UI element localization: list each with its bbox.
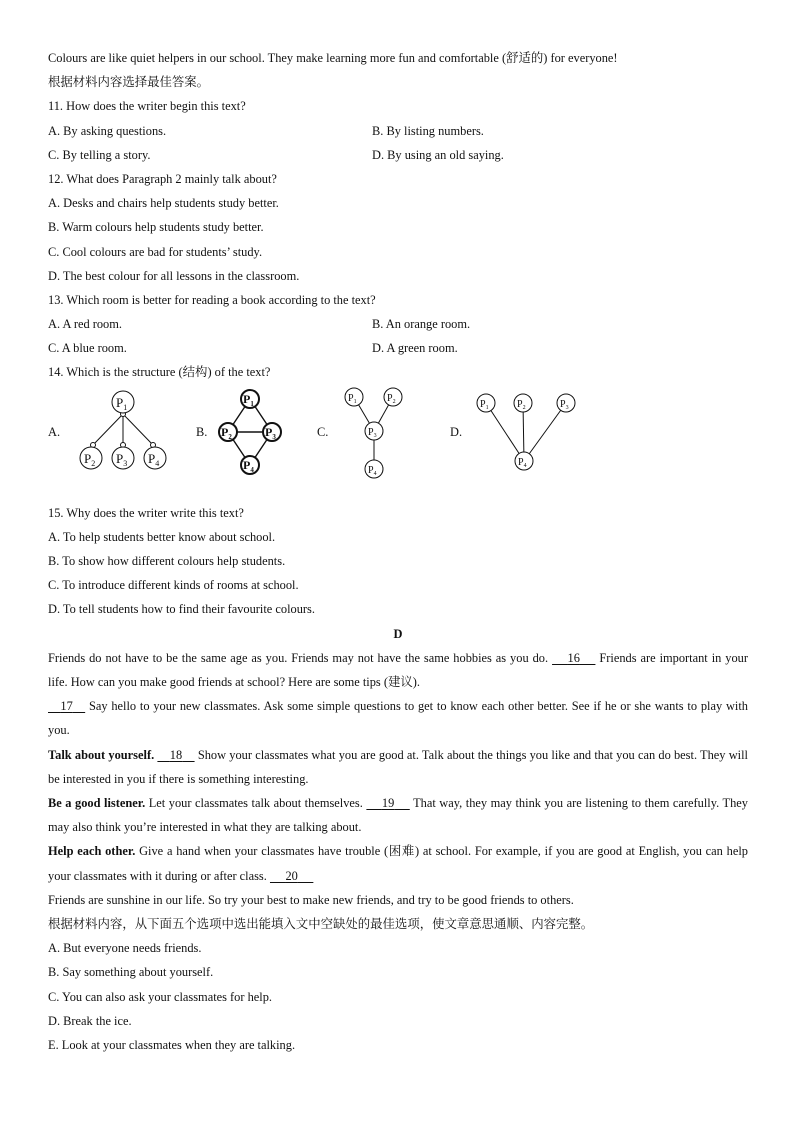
node-label: $P_1$ xyxy=(480,398,489,411)
diagram-a xyxy=(78,387,178,477)
option-d-d[interactable]: D. Break the ice. xyxy=(48,1013,132,1028)
paragraph-text: Let your classmates talk about themselves. xyxy=(148,795,363,810)
paragraph-text: Show your classmates what you are good at. Talk about the things you like and that you can do best. They will be interested in you if there is something interesting. xyxy=(48,747,748,786)
blank-19[interactable]: 19 xyxy=(381,795,395,810)
node-label: $P_2$ xyxy=(387,392,396,405)
node-label: $P_2$ xyxy=(221,424,232,441)
question-15: 15. Why does the writer write this text? xyxy=(48,505,244,520)
paragraph-2 xyxy=(48,694,748,742)
options-row xyxy=(48,312,748,336)
section-d-title: D xyxy=(393,626,403,641)
paragraph-text: Give a hand when your classmates have trouble (困难) at school. For example, if you are good at English, you can help your classmates with it during or after class. xyxy=(48,844,748,883)
node-label: $P_3$ xyxy=(560,398,569,411)
question-12: 12. What does Paragraph 2 mainly talk about? xyxy=(48,171,277,186)
option-12b[interactable]: B. Warm colours help students study better. xyxy=(48,220,264,235)
intro-line: Colours are like quiet helpers in our school. They make learning more fun and comfortable (舒适的) for everyone! xyxy=(48,51,618,65)
node-label: $P_1$ xyxy=(348,392,357,405)
option-13d[interactable]: D. A green room. xyxy=(372,341,458,356)
blank-17[interactable]: 17 xyxy=(60,699,73,714)
paragraph-5 xyxy=(48,839,748,887)
option-15a[interactable]: A. To help students better know about school. xyxy=(48,529,276,544)
paragraph-1 xyxy=(48,646,748,694)
node-label: $P_3$ xyxy=(368,426,377,439)
paragraph-text: Friends are important in your life. How can you make good friends at school? Here are some tips (建议). xyxy=(48,650,748,689)
node-label: $P_4$ xyxy=(518,456,527,469)
option-12c[interactable]: C. Cool colours are bad for students’ study. xyxy=(48,244,263,259)
option-15c[interactable]: C. To introduce different kinds of rooms at school. xyxy=(48,578,299,593)
tip-heading: Talk about yourself. xyxy=(48,747,155,762)
question-14: 14. Which is the structure (结构) of the text? xyxy=(48,365,271,380)
node-label: $P_1$ xyxy=(116,394,128,412)
option-14c[interactable]: C. xyxy=(317,424,329,439)
options-row xyxy=(48,143,748,167)
paragraph-6: Friends are sunshine in our life. So try your best to make new friends, and try to be good friends to others. xyxy=(48,892,574,907)
node-label: $P_3$ xyxy=(265,424,276,441)
node-label: $P_2$ xyxy=(517,398,526,411)
paragraph-3 xyxy=(48,743,748,791)
option-13a[interactable]: A. A red room. xyxy=(48,317,122,332)
option-d-e[interactable]: E. Look at your classmates when they are talking. xyxy=(48,1037,296,1052)
structure-diagrams xyxy=(48,387,748,497)
option-11d[interactable]: D. By using an old saying. xyxy=(372,147,504,162)
option-d-c[interactable]: C. You can also ask your classmates for help. xyxy=(48,989,273,1004)
paragraph-text: That way, they may think you are listening to them carefully. They may also think you’re interested in what they are talking about. xyxy=(48,795,748,835)
question-11: 11. How does the writer begin this text? xyxy=(48,99,246,114)
tip-heading: Help each other. xyxy=(48,844,136,859)
option-12d[interactable]: D. The best colour for all lessons in the classroom. xyxy=(48,268,300,283)
option-14b[interactable]: B. xyxy=(196,424,208,439)
option-11b[interactable]: B. By listing numbers. xyxy=(372,123,484,138)
option-11a[interactable]: A. By asking questions. xyxy=(48,123,167,138)
blank-20[interactable]: 20 xyxy=(285,868,298,883)
document-page xyxy=(48,46,748,1057)
option-14a[interactable]: A. xyxy=(48,424,61,439)
node-label: $P_4$ xyxy=(368,464,377,477)
node-label: $P_2$ xyxy=(84,450,96,468)
tip-heading: Be a good listener. xyxy=(48,795,146,810)
option-d-a[interactable]: A. But everyone needs friends. xyxy=(48,941,202,956)
node-label: $P_4$ xyxy=(148,450,160,468)
option-d-b[interactable]: B. Say something about yourself. xyxy=(48,965,214,980)
paragraph-text: Friends do not have to be the same age as you. Friends may not have the same hobbies as you do. xyxy=(48,650,549,665)
blank-18[interactable]: 18 xyxy=(169,747,183,762)
option-13c[interactable]: C. A blue room. xyxy=(48,341,127,356)
paragraph-text: Say hello to your new classmates. Ask some simple questions to get to know each other better. See if he or she wants to play with you. xyxy=(48,699,748,738)
node-label: $P_3$ xyxy=(116,450,128,468)
node-label: $P_4$ xyxy=(243,457,254,474)
option-11c[interactable]: C. By telling a story. xyxy=(48,147,151,162)
diagram-b xyxy=(212,387,292,479)
diagram-d xyxy=(474,387,584,477)
question-13: 13. Which room is better for reading a book according to the text? xyxy=(48,292,376,307)
option-13b[interactable]: B. An orange room. xyxy=(372,317,471,332)
option-15d[interactable]: D. To tell students how to find their favourite colours. xyxy=(48,602,315,617)
instruction-d: 根据材料内容，从下面五个选项中选出能填入文中空缺处的最佳选项，使文章意思通顺、内容完整。 xyxy=(48,916,594,931)
instruction-c: 根据材料内容选择最佳答案。 xyxy=(48,75,210,90)
node-label: $P_1$ xyxy=(243,391,254,408)
blank-16[interactable]: 16 xyxy=(567,650,580,665)
option-14d[interactable]: D. xyxy=(450,424,463,439)
option-15b[interactable]: B. To show how different colours help students. xyxy=(48,554,286,568)
option-12a[interactable]: A. Desks and chairs help students study better. xyxy=(48,196,279,211)
options-row xyxy=(48,119,748,143)
paragraph-4 xyxy=(48,791,748,839)
options-row xyxy=(48,336,748,360)
diagram-c xyxy=(340,387,420,482)
